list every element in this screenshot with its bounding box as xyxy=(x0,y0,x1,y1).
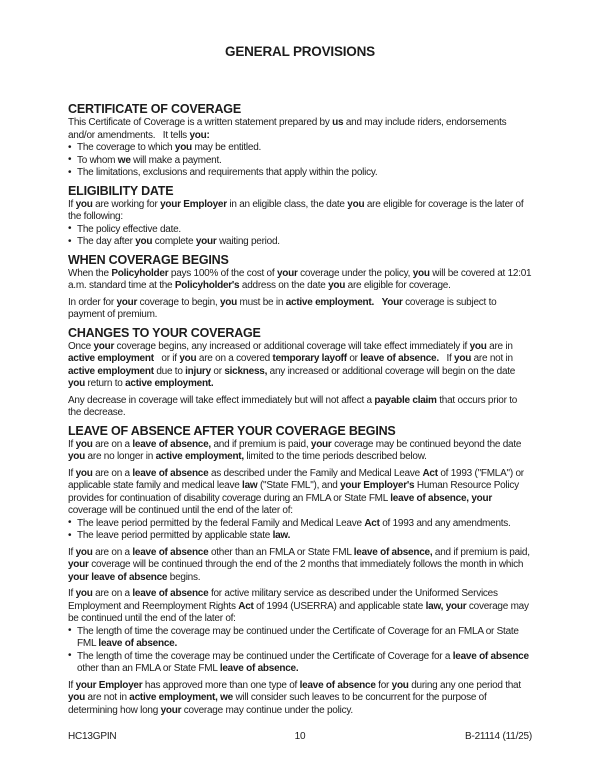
bold-term: leave of absence xyxy=(132,546,209,558)
bullet-text: To whom we will make a payment. xyxy=(77,154,222,166)
bullet-item xyxy=(68,155,532,168)
bullet-list xyxy=(68,142,532,180)
bold-term: you xyxy=(68,378,86,389)
bold-term: active employment, we xyxy=(129,692,233,703)
paragraph: When the Policyholder pays 100% of the cost of your coverage under the policy, you will be covered at 12:01 a.m. standard time at the Policyholder's address on the date you are eligible for coverage. xyxy=(68,267,534,291)
bullet-icon: • xyxy=(68,235,72,247)
bullet-icon: • xyxy=(68,650,72,661)
paragraph: If you are working for your Employer in an eligible class, the date you are eligible for coverage is the later of the following: xyxy=(68,198,526,222)
paragraph: If you are on a leave of absence for active military service as described under the Uniformed Services Employment and Reemployment Rights Act of 1994 (USERRA) and applicable state law, your coverage may be continued until the end of the later of: xyxy=(68,588,532,624)
section xyxy=(68,425,532,718)
bold-term: law, your xyxy=(425,600,467,612)
bold-term: you xyxy=(75,438,93,450)
bold-term: leave of absence, xyxy=(353,546,433,558)
bold-term: you xyxy=(75,546,93,558)
sections-container xyxy=(68,103,532,717)
bold-term: leave of absence. xyxy=(98,638,177,649)
section xyxy=(68,327,532,420)
section-heading: LEAVE OF ABSENCE AFTER YOUR COVERAGE BEGINS xyxy=(68,423,396,438)
bold-term: active employment. xyxy=(285,296,375,308)
section-heading: CERTIFICATE OF COVERAGE xyxy=(68,102,241,116)
bold-term: active employment, xyxy=(155,451,244,462)
bold-term: you xyxy=(412,267,430,279)
footer-doc-number: B-21114 (11/25) xyxy=(464,731,533,742)
bullet-item xyxy=(68,651,532,676)
bold-term: you: xyxy=(189,129,210,141)
bold-term: us xyxy=(332,117,344,128)
bold-term: Act xyxy=(422,467,438,479)
bullet-icon: • xyxy=(68,154,72,165)
bold-term: leave of absence xyxy=(132,588,209,599)
bullet-item xyxy=(68,518,532,531)
bold-term: temporary layoff xyxy=(272,353,347,364)
section xyxy=(68,185,532,249)
bold-term: you xyxy=(135,236,153,247)
bold-term: law. xyxy=(272,530,291,541)
bold-term: leave of absence, your xyxy=(390,492,493,504)
bold-term: you xyxy=(75,588,93,599)
bold-term: you xyxy=(347,198,365,210)
bold-term: you xyxy=(75,198,93,210)
bullet-item xyxy=(68,167,532,180)
bullet-text: The coverage to which you may be entitled. xyxy=(77,142,262,153)
bullet-text: The limitations, exclusions and requirements that apply within the policy. xyxy=(77,167,378,178)
bold-term: your xyxy=(160,704,182,716)
bold-term: active employment xyxy=(68,353,154,364)
bold-term: leave of absence xyxy=(132,467,209,479)
bold-term: payable claim xyxy=(374,394,437,406)
paragraph: Any decrease in coverage will take effect immediately but will not affect a payable claim that occurs prior to the decrease. xyxy=(68,394,520,418)
bullet-icon: • xyxy=(68,223,72,234)
bold-term: Act xyxy=(238,600,254,612)
section-heading: CHANGES TO YOUR COVERAGE xyxy=(68,325,261,340)
bold-term: injury xyxy=(185,365,211,377)
bold-term: leave of absence xyxy=(452,650,529,662)
bullet-item xyxy=(68,626,532,651)
bold-term: you xyxy=(174,142,192,153)
paragraph: Once your coverage begins, any increased or additional coverage will take effect immediately if you are in active employment or if you are on a covered temporary layoff or leave of absence. If you are not in active employment due to injury or sickness, any increased or additional coverage will begin on the date you return to active employment. xyxy=(68,340,518,389)
bold-term: you xyxy=(469,340,487,352)
bold-term: your leave of absence xyxy=(68,571,168,583)
bullet-list xyxy=(68,518,532,543)
section-heading: WHEN COVERAGE BEGINS xyxy=(68,252,229,267)
bold-term: active employment xyxy=(68,365,154,377)
bold-term: leave of absence. xyxy=(360,353,439,364)
bullet-text: The leave period permitted by the federal Family and Medical Leave Act of 1993 and any amendments. xyxy=(77,517,511,529)
bold-term: you xyxy=(328,280,346,291)
bold-term: Policyholder xyxy=(111,267,169,279)
bullet-text: The policy effective date. xyxy=(77,223,181,235)
bold-term: you xyxy=(75,467,93,479)
bold-term: your xyxy=(116,296,138,308)
paragraph: If you are on a leave of absence, and if premium is paid, your coverage may be continued beyond the date you are no longer in active employment, limited to the time periods described below. xyxy=(68,438,524,462)
paragraph: If your Employer has approved more than one type of leave of absence for you during any one period that you are not in active employment, we will consider such leaves to be concurrent for the purpose of determining how long your coverage may continue under the policy. xyxy=(68,679,524,716)
bold-term: sickness, xyxy=(224,365,268,377)
bold-term: your xyxy=(195,236,217,247)
footer-page-number: 10 xyxy=(294,731,306,742)
bold-term: you xyxy=(68,451,86,462)
bullet-item xyxy=(68,224,532,237)
section xyxy=(68,254,532,322)
bold-term: Your xyxy=(381,296,403,308)
section xyxy=(68,103,532,180)
bullet-list xyxy=(68,224,532,249)
paragraph: If you are on a leave of absence as described under the Family and Medical Leave Act of 1993 ("FMLA") or applicable state family and medical leave law ("State FML"), and your Employer's Human Resource Policy provides for continuation of disability coverage during an FMLA or State FML leave of absence, your coverage will be continued until the end of the later of: xyxy=(68,467,527,516)
bullet-icon: • xyxy=(68,141,72,153)
bold-term: you xyxy=(454,353,472,364)
section-heading: ELIGIBILITY DATE xyxy=(68,183,174,198)
bold-term: you xyxy=(391,679,409,691)
bullet-item xyxy=(68,236,532,249)
bold-term: leave of absence xyxy=(299,679,376,691)
bold-term: your xyxy=(276,267,298,279)
bold-term: you xyxy=(179,353,197,364)
bullet-text: The leave period permitted by applicable state law. xyxy=(77,530,291,541)
bullet-icon: • xyxy=(68,625,72,636)
page-title: GENERAL PROVISIONS xyxy=(225,44,375,59)
bold-term: you xyxy=(219,296,237,308)
bold-term: we xyxy=(117,154,131,166)
bold-term: your Employer xyxy=(160,198,227,210)
bullet-icon: • xyxy=(68,517,72,528)
bold-term: leave of absence, xyxy=(132,438,211,450)
bullet-icon: • xyxy=(68,529,72,541)
bold-term: Act xyxy=(364,517,380,529)
bold-term: you xyxy=(68,692,86,703)
paragraph: This Certificate of Coverage is a written statement prepared by us and may include riders, endorsements and/or amendments. It tells you: xyxy=(68,117,509,141)
bold-term: active employment. xyxy=(125,378,214,389)
bold-term: leave of absence. xyxy=(219,663,299,674)
bold-term: your xyxy=(68,559,89,570)
bold-term: your xyxy=(93,340,115,352)
bullet-item xyxy=(68,142,532,155)
bold-term: Policyholder's xyxy=(174,280,240,291)
bold-term: your xyxy=(310,438,332,450)
bullet-icon: • xyxy=(68,166,72,178)
bullet-list xyxy=(68,626,532,676)
bullet-text: The length of time the coverage may be continued under the Certificate of Coverage for a leave of absence other than an FMLA or State FML leave of absence. xyxy=(77,650,532,674)
bullet-text: The day after you complete your waiting period. xyxy=(77,236,280,247)
bullet-item xyxy=(68,530,532,543)
bold-term: your Employer's xyxy=(340,480,415,491)
page-footer xyxy=(68,731,532,742)
footer-form-number: HC13GPIN xyxy=(68,731,117,742)
bold-term: law xyxy=(242,480,258,491)
paragraph: If you are on a leave of absence other than an FMLA or State FML leave of absence, and if premium is paid, your coverage will be continued through the end of the 2 months that immediately follows the month in which your leave of absence begins. xyxy=(68,546,533,583)
bold-term: your Employer xyxy=(75,679,143,691)
bullet-text: The length of time the coverage may be continued under the Certificate of Coverage for an FMLA or State FML leave of absence. xyxy=(77,625,522,649)
paragraph: In order for your coverage to begin, you must be in active employment. Your coverage is subject to payment of premium. xyxy=(68,296,499,320)
